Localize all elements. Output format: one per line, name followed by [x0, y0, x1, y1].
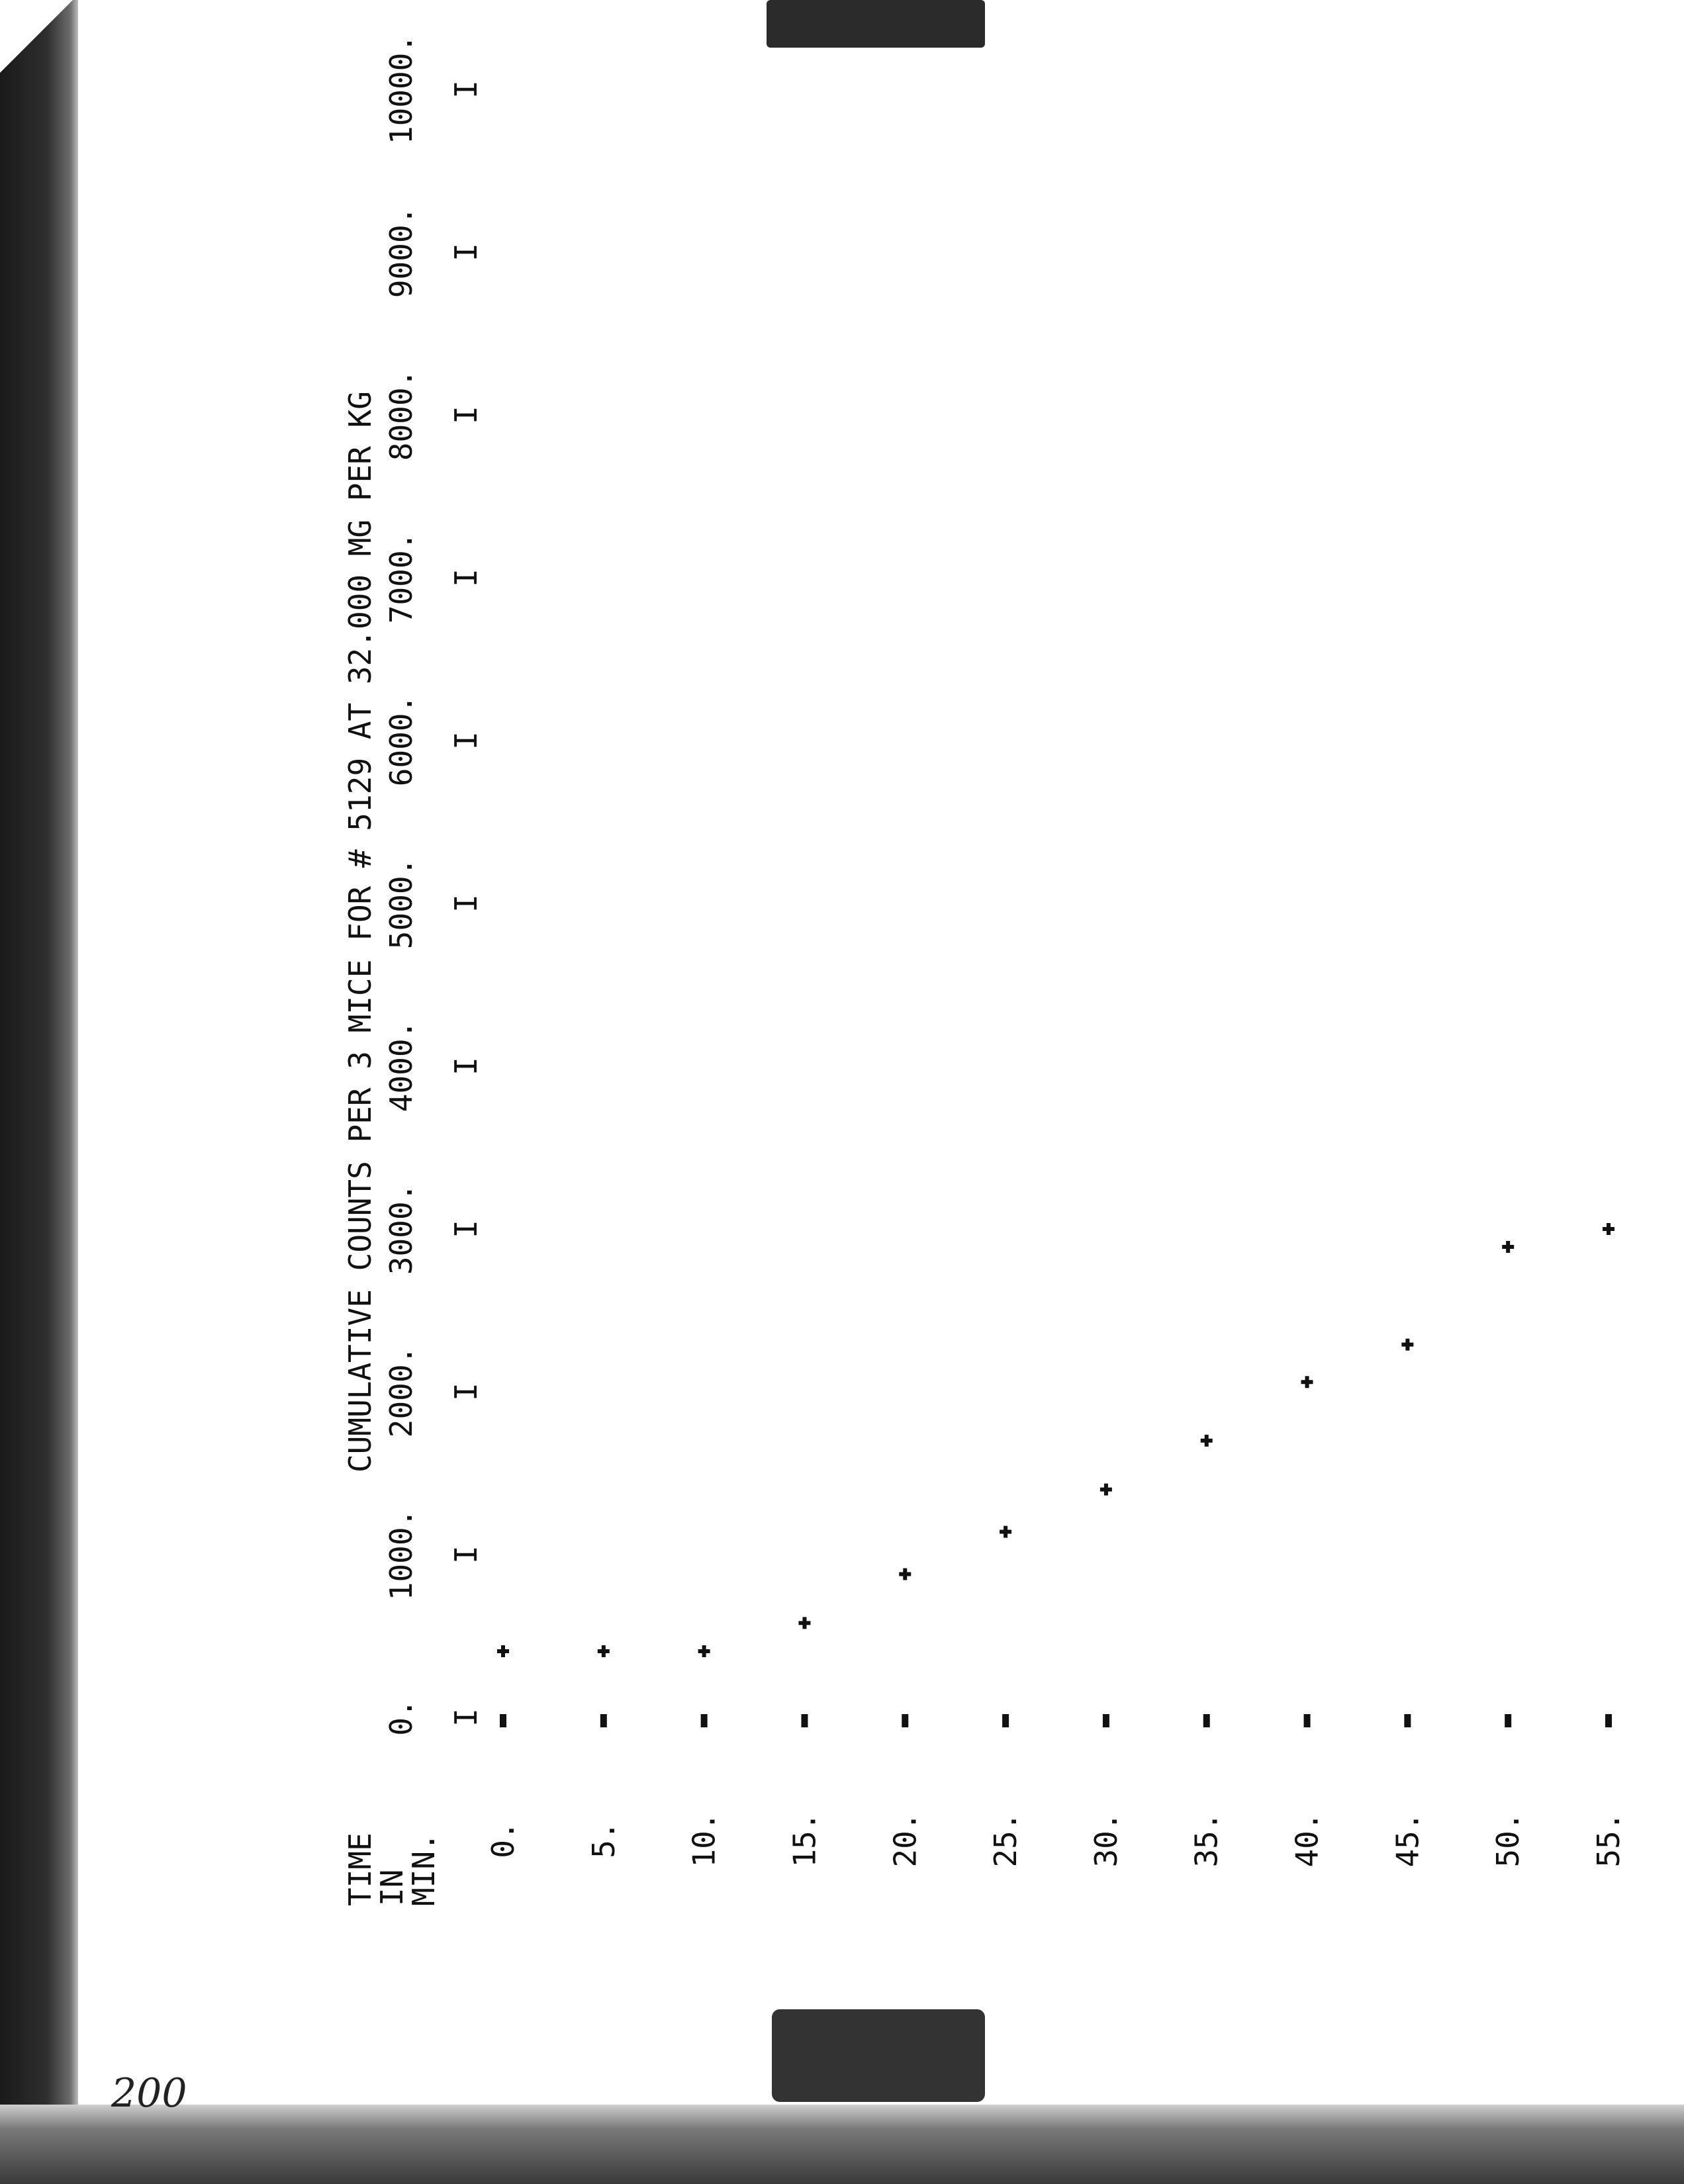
- y-tick-label: 9000.: [383, 206, 419, 298]
- x-tick-label: 35.: [1188, 1812, 1225, 1868]
- baseline-marker: [1605, 1714, 1612, 1727]
- x-tick-label: 30.: [1088, 1812, 1124, 1868]
- baseline-marker: [701, 1714, 708, 1727]
- x-tick-label: 55.: [1591, 1812, 1626, 1868]
- y-tick-label: 6000.: [383, 694, 419, 787]
- y-tick-label: 2000.: [383, 1345, 419, 1438]
- chart-title: CUMULATIVE COUNTS PER 3 MICE FOR # 5129 AT 32.000 MG PER KG: [342, 391, 378, 1473]
- y-tick-mark: I: [448, 80, 484, 99]
- baseline-marker: [1505, 1714, 1511, 1727]
- y-tick-mark: I: [448, 1383, 484, 1401]
- baseline-marker: [902, 1714, 908, 1727]
- baseline-marker: [1203, 1714, 1210, 1727]
- x-tick-label: 20.: [887, 1812, 923, 1868]
- y-tick-label: 4000.: [383, 1020, 419, 1113]
- x-tick-label: 5.: [585, 1821, 622, 1858]
- baseline-marker: [1002, 1714, 1009, 1727]
- x-tick-label: 15.: [786, 1812, 823, 1868]
- x-tick-label: 50.: [1490, 1812, 1526, 1868]
- baseline-marker: [1103, 1714, 1109, 1727]
- y-tick-mark: I: [448, 406, 484, 424]
- y-tick-mark: I: [448, 894, 484, 913]
- x-axis-label-line: IN: [374, 1869, 410, 1906]
- y-tick-mark: I: [448, 1057, 484, 1075]
- y-tick-label: 3000.: [383, 1183, 419, 1275]
- baseline-marker: [801, 1714, 808, 1727]
- y-tick-mark: I: [448, 731, 484, 750]
- x-tick-label: 0.: [485, 1821, 521, 1858]
- y-tick-label: 10000.: [383, 34, 419, 145]
- handwritten-page-number: 200: [111, 2070, 187, 2116]
- x-tick-label: 40.: [1289, 1812, 1325, 1868]
- y-tick-mark: I: [448, 1545, 484, 1564]
- y-tick-label: 8000.: [383, 369, 419, 461]
- y-tick-mark: I: [448, 243, 484, 261]
- x-tick-label: 10.: [686, 1812, 722, 1868]
- x-tick-label: 25.: [988, 1812, 1024, 1868]
- y-tick-mark: I: [448, 569, 484, 587]
- y-tick-mark: I: [448, 1220, 484, 1238]
- baseline-marker: [500, 1714, 506, 1727]
- baseline-marker: [1404, 1714, 1411, 1727]
- x-axis-label-line: MIN.: [406, 1833, 442, 1906]
- y-tick-mark: I: [448, 1708, 484, 1727]
- y-tick-label: 0.: [383, 1699, 419, 1736]
- x-tick-label: 45.: [1389, 1812, 1426, 1868]
- y-tick-label: 1000.: [383, 1508, 419, 1601]
- baseline-marker: [600, 1714, 607, 1727]
- baseline-marker: [1304, 1714, 1311, 1727]
- y-tick-label: 7000.: [383, 531, 419, 624]
- y-tick-label: 5000.: [383, 857, 419, 950]
- x-axis-label-line: TIME: [342, 1833, 378, 1906]
